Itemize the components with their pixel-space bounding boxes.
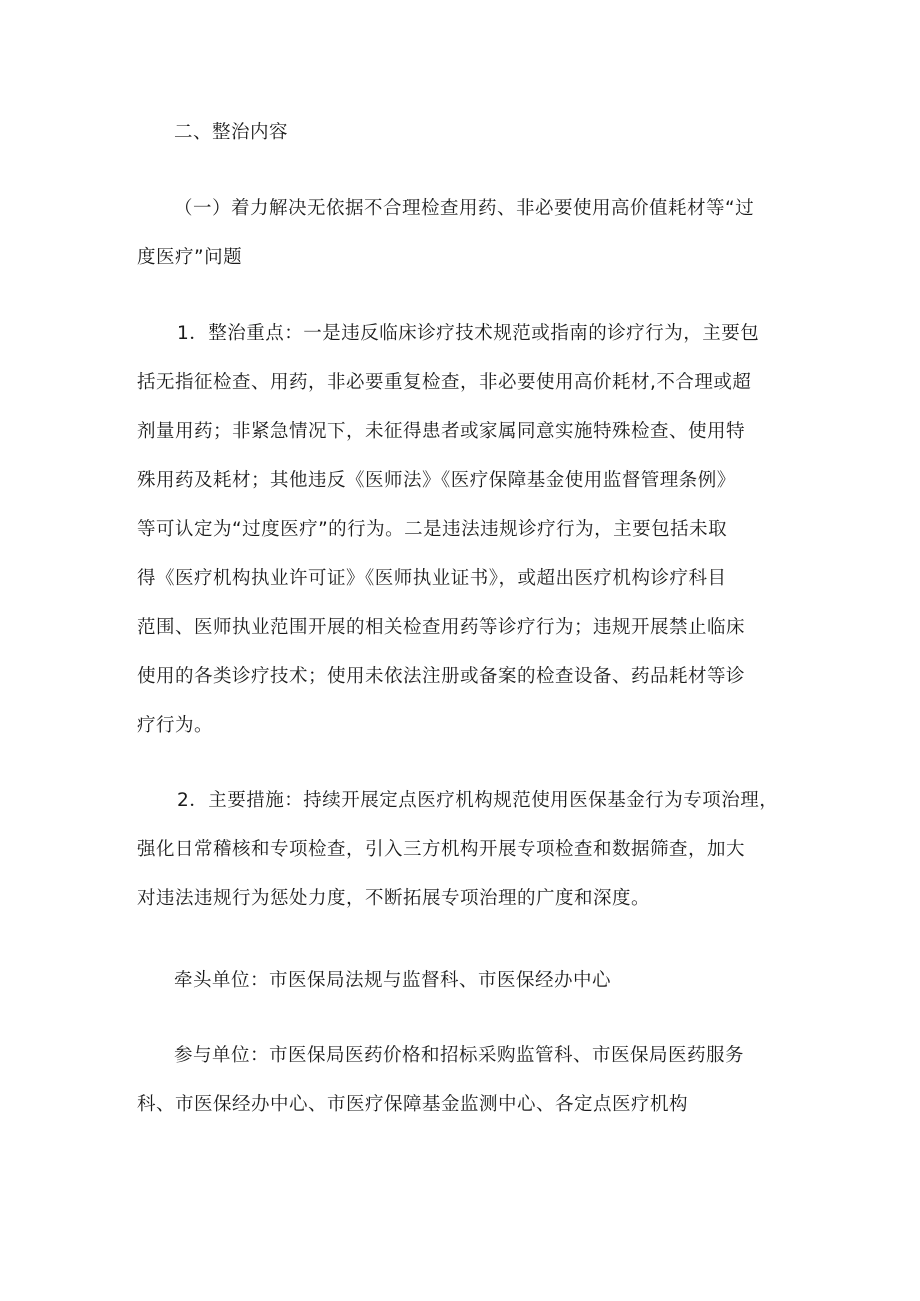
- section-heading: 二、整治内容: [174, 122, 289, 143]
- lead-unit: 牵头单位：市医保局法规与监督科、市医保经办中心: [174, 970, 612, 991]
- paragraph-rectification-focus: 1．整治重点：一是违反临床诊疗技术规范或指南的诊疗行为，主要包 括无指征检查、用药，非必要重复检查，非必要使用高价耗材,不合理或超 剂量用药；非紧急情况下，未征得患者或家属同意实施特殊检查、使用特 殊用药及耗材；其他违反《医师法》《医疗保障基金使用监督管理条例》 等可认定为“过度医疗”的行为。二是违法违规诊疗行为，主要包括未取 得《医疗机构执业许可证》《医师执业证书》，或超出医疗机构诊疗科目 范围、医师执业范围开展的相关检查用药等诊疗行为；违规开展禁止临床 使用的各类诊疗技术；使用未依法注册或备案的检查设备、药品耗材等诊 疗行为。: [137, 323, 760, 736]
- paragraph-main-measures: 2．主要措施：持续开展定点医疗机构规范使用医保基金行为专项治理， 强化日常稽核和专项检查，引入三方机构开展专项检查和数据筛查，加大 对违法违规行为惩处力度，不断拓展专项治理的广度和深度。: [137, 790, 779, 909]
- participating-units: 参与单位：市医保局医药价格和招标采购监管科、市医保局医药服务 科、市医保经办中心、市医疗保障基金监测中心、各定点医疗机构: [137, 1045, 745, 1115]
- subsection-heading: （一）着力解决无依据不合理检查用药、非必要使用高价值耗材等“过 度医疗”问题: [137, 198, 755, 268]
